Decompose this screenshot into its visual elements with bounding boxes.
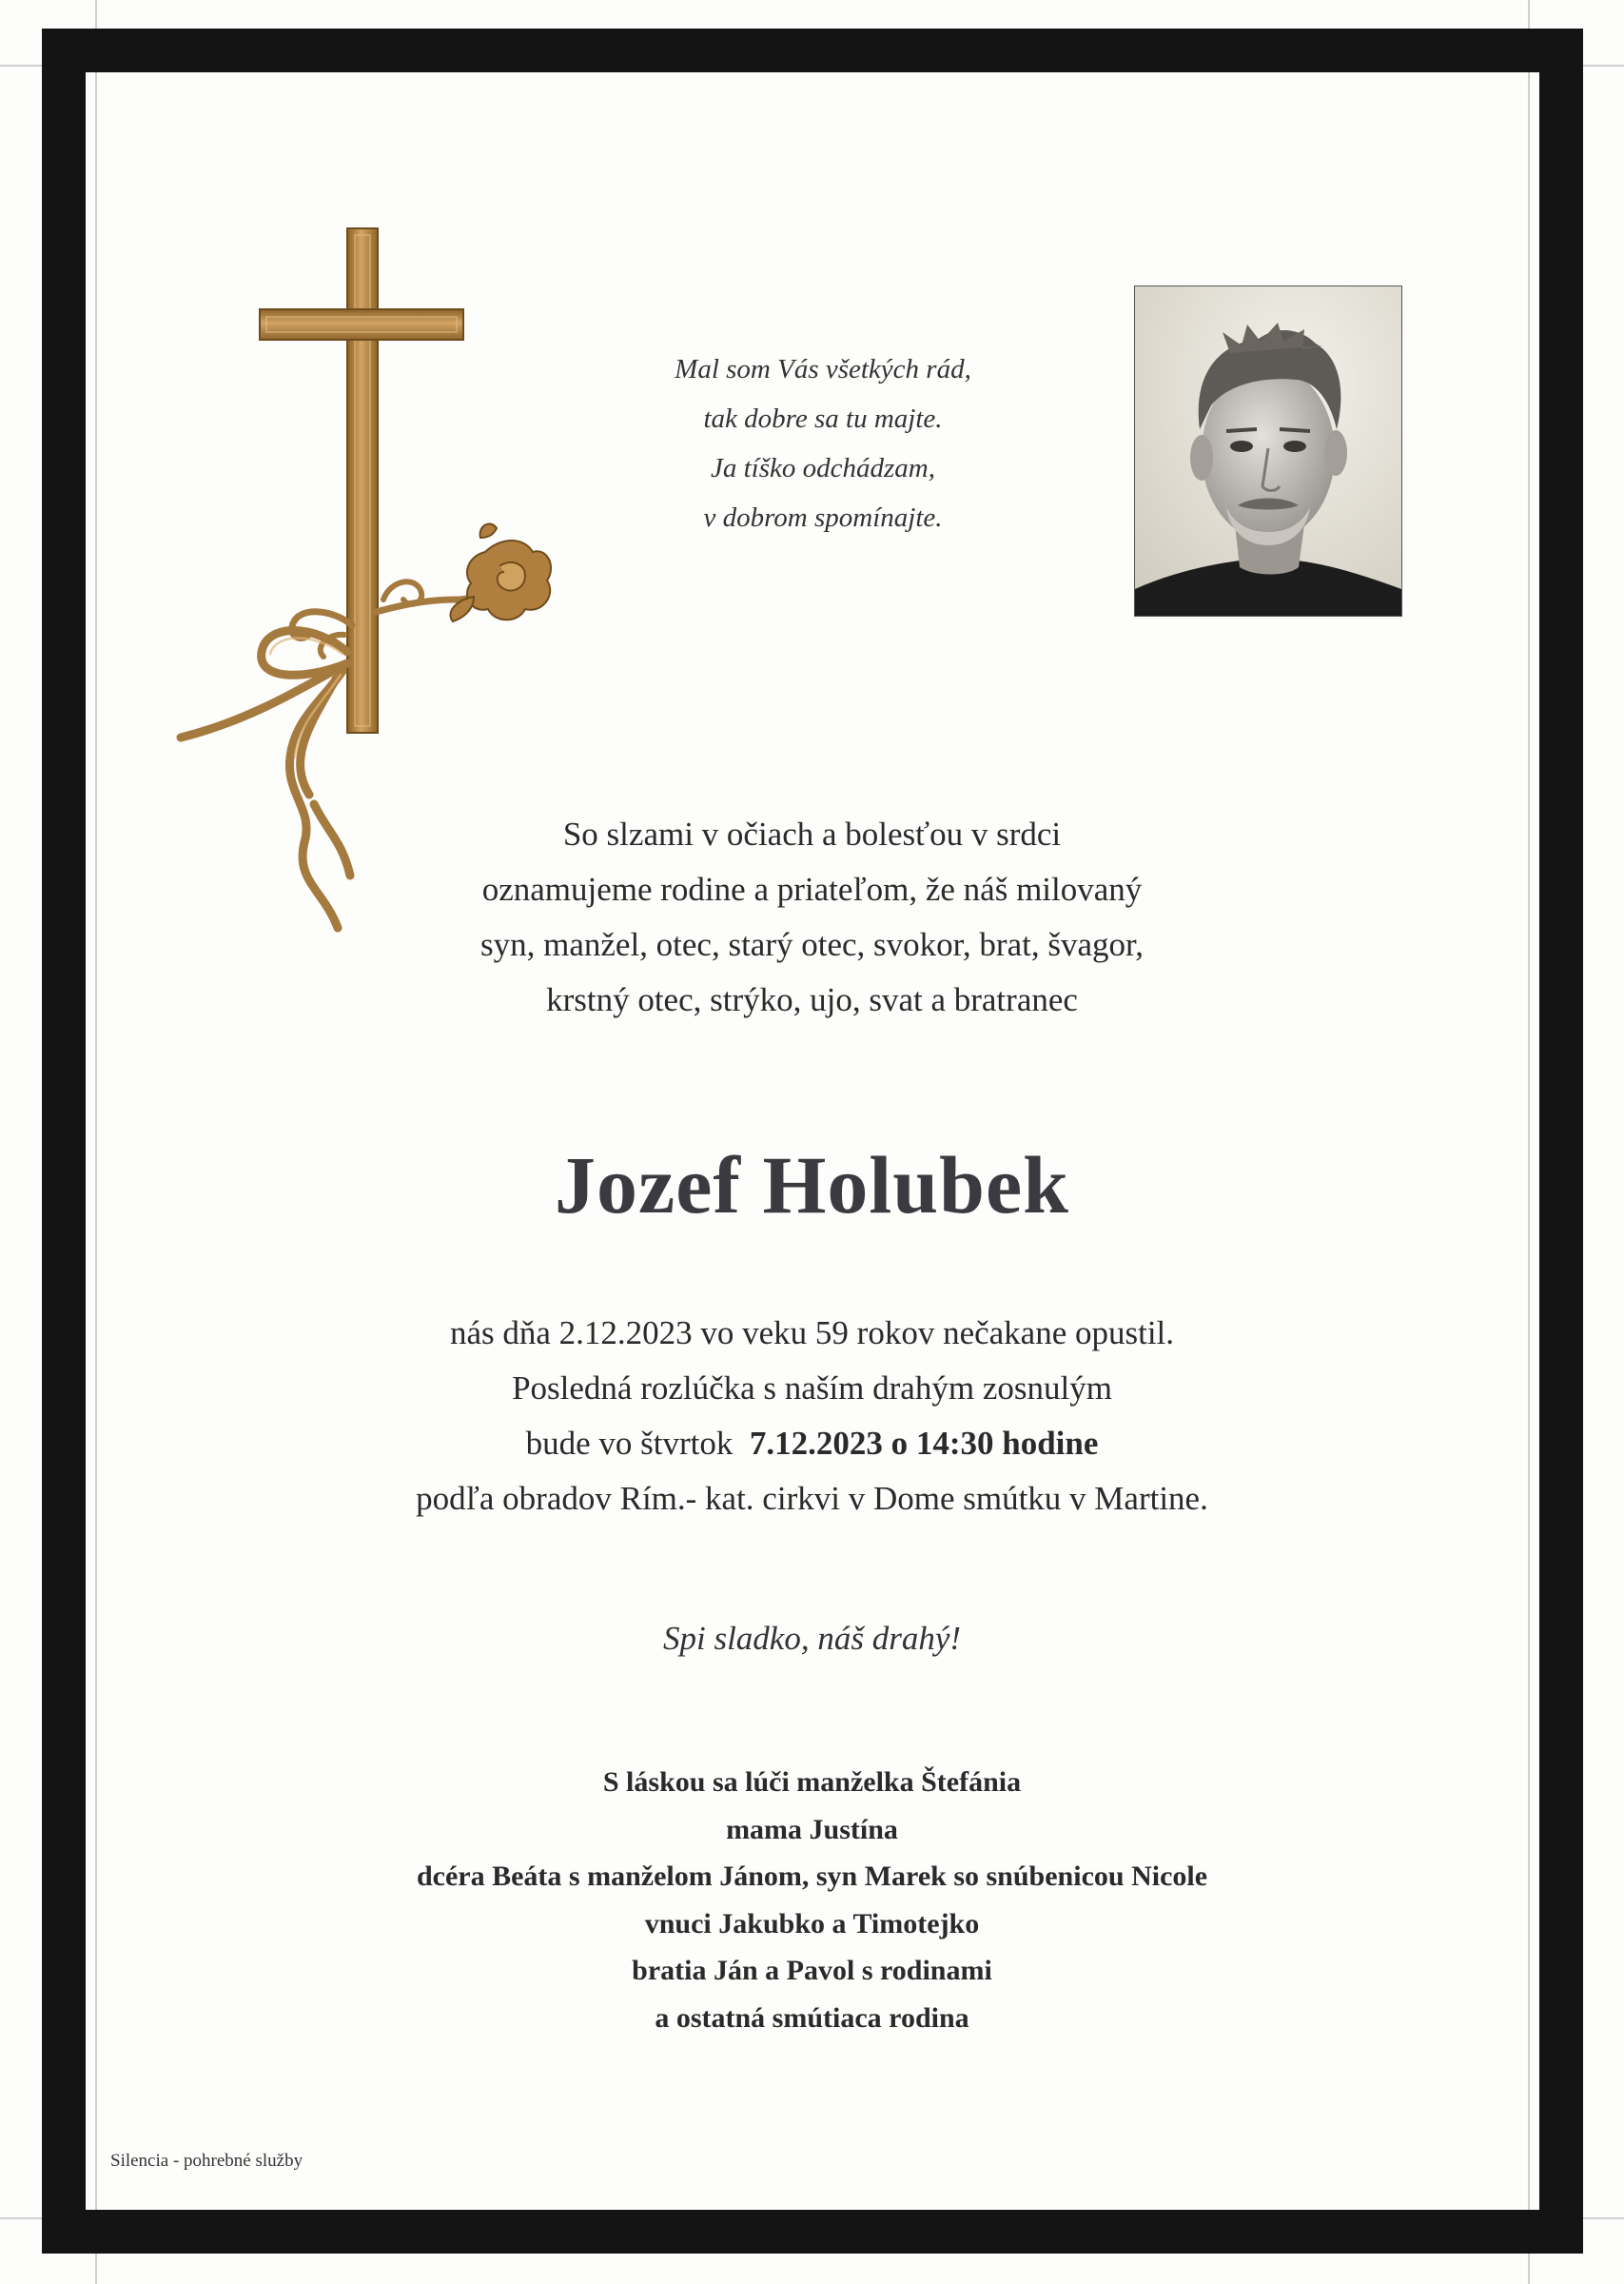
mourner-line: S láskou sa lúči manželka Štefánia bbox=[602, 1766, 1022, 1798]
mourner-line: mama Justína bbox=[726, 1813, 898, 1845]
funeral-details bbox=[285, 1306, 1339, 1526]
announcement-line: So slzami v očiach a bolesťou v srdci bbox=[562, 816, 1062, 853]
poem-line: Mal som Vás všetkých rád, bbox=[675, 354, 971, 384]
mourning-border-left bbox=[42, 29, 86, 2254]
frame-line-left bbox=[95, 0, 97, 2284]
memorial-poem bbox=[571, 345, 1075, 542]
announcement-line: syn, manžel, otec, starý otec, svokor, brat, švagor, bbox=[480, 926, 1144, 963]
announcement-line: krstný otec, strýko, ujo, svat a bratranec bbox=[546, 981, 1078, 1018]
farewell-phrase: Spi sladko, náš drahý! bbox=[662, 1620, 962, 1657]
mourning-border-bottom bbox=[42, 2210, 1583, 2254]
poem-line: Ja tíško odchádzam, bbox=[711, 453, 935, 483]
mourner-line: bratia Ján a Pavol s rodinami bbox=[632, 1955, 992, 1986]
announcement-text bbox=[285, 807, 1339, 1028]
details-line: podľa obradov Rím.- kat. cirkvi v Dome smútku v Martine. bbox=[416, 1480, 1208, 1517]
mourning-border-right bbox=[1539, 29, 1583, 2254]
details-line-datetime bbox=[285, 1416, 1339, 1471]
details-line: Posledná rozlúčka s naším drahým zosnulým bbox=[512, 1369, 1112, 1407]
poem-line: tak dobre sa tu majte. bbox=[703, 404, 943, 434]
mourner-line: vnuci Jakubko a Timotejko bbox=[644, 1907, 980, 1939]
mourner-line: a ostatná smútiaca rodina bbox=[655, 2001, 969, 2034]
details-prefix: bude vo štvrtok bbox=[525, 1425, 734, 1462]
mourners-list bbox=[285, 1759, 1339, 2041]
poem-line: v dobrom spomínajte. bbox=[703, 502, 943, 533]
announcement-line: oznamujeme rodine a priateľom, že náš milovaný bbox=[481, 871, 1143, 908]
mourner-line: dcéra Beáta s manželom Jánom, syn Marek so snúbenicou Nicole bbox=[416, 1861, 1208, 1892]
frame-line-right bbox=[1528, 0, 1530, 2284]
portrait-photo bbox=[1134, 286, 1402, 617]
details-line: nás dňa 2.12.2023 vo veku 59 rokov nečakane opustil. bbox=[449, 1314, 1175, 1351]
funeral-datetime: 7.12.2023 o 14:30 hodine bbox=[749, 1425, 1099, 1462]
deceased-name: Jozef Holubek bbox=[555, 1139, 1069, 1231]
funeral-service-credit: Silencia - pohrebné služby bbox=[110, 2151, 303, 2171]
mourning-border-top bbox=[42, 29, 1583, 72]
